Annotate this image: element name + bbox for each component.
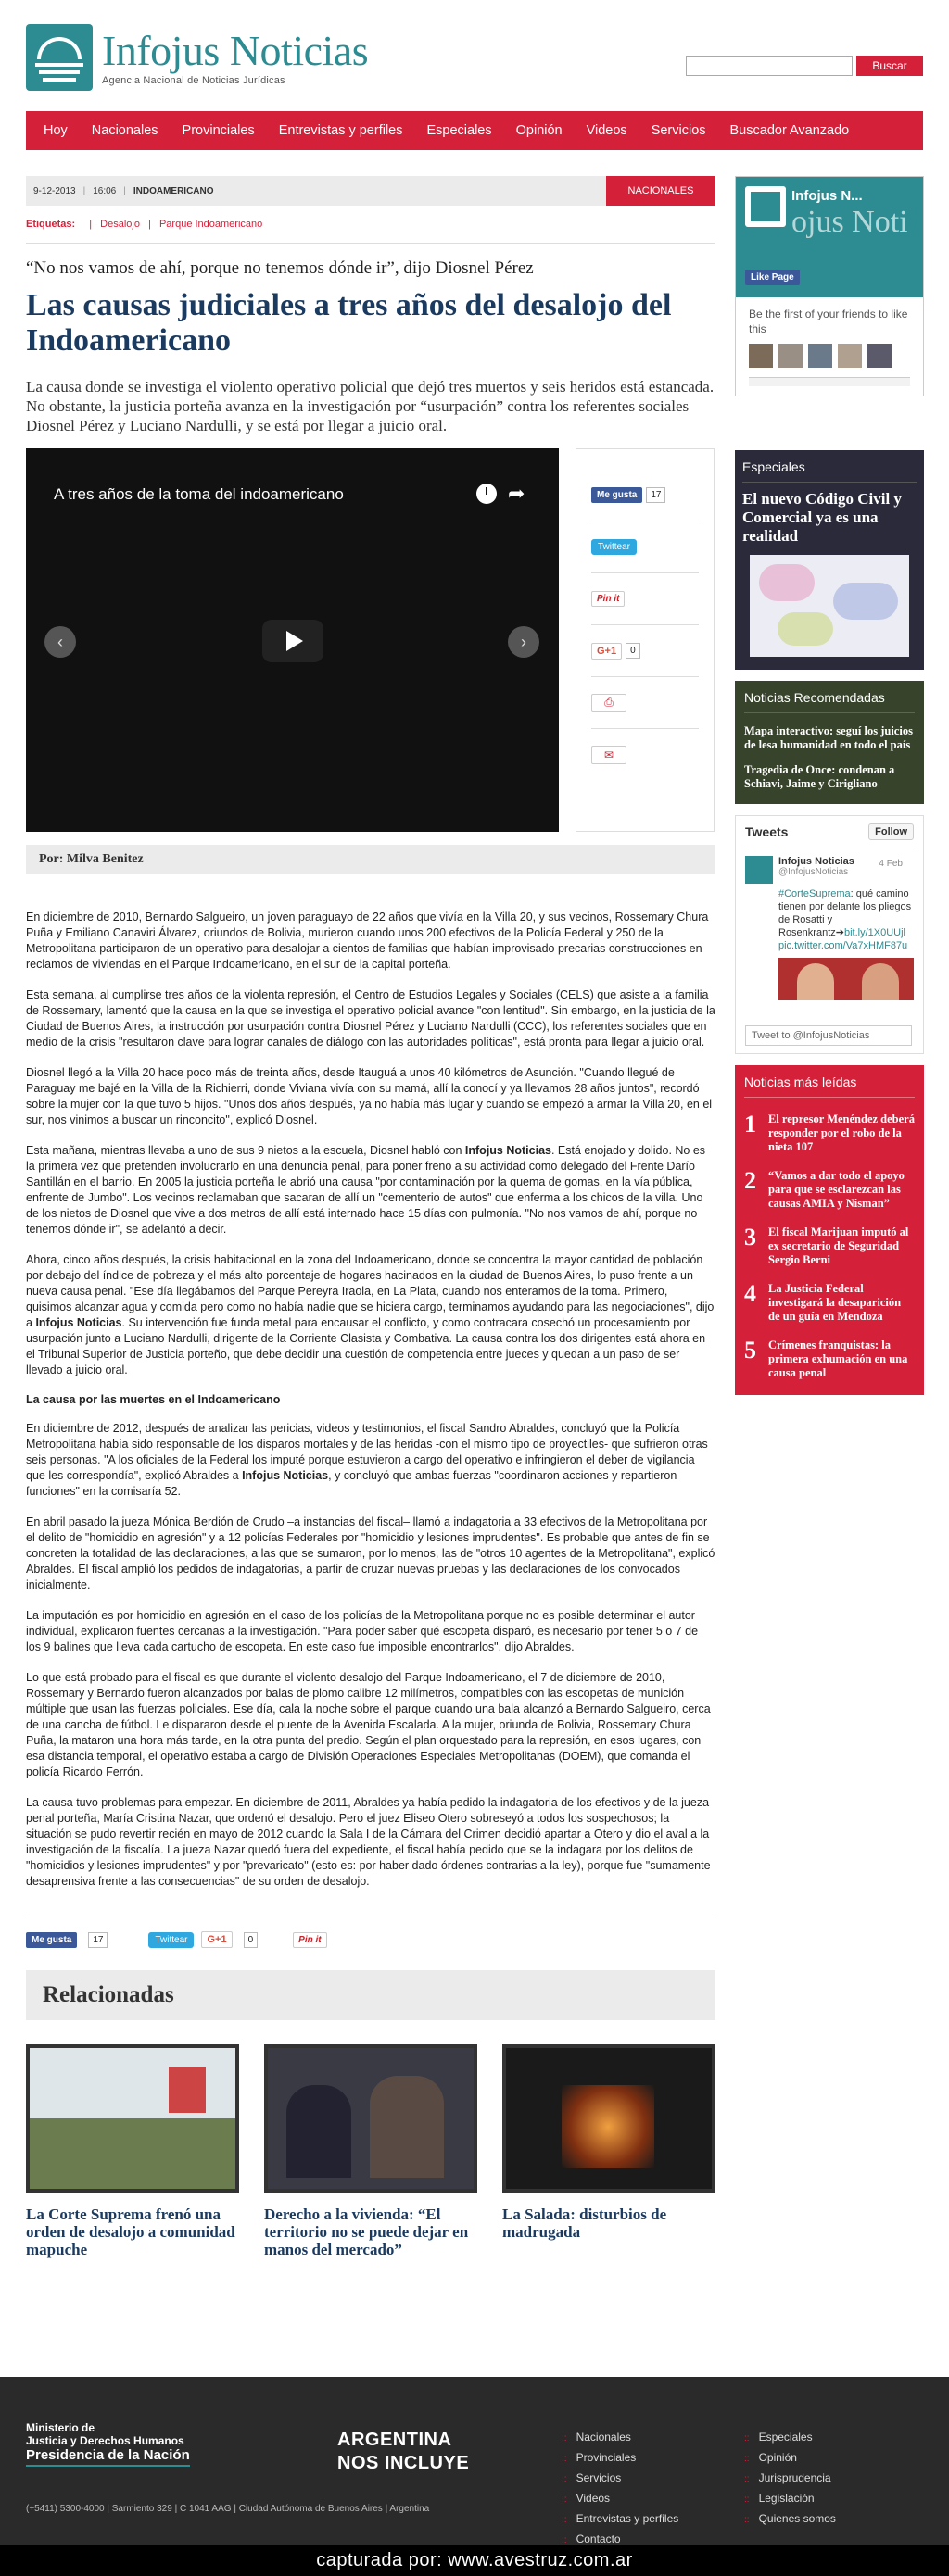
article-author: Por: Milva Benitez — [26, 845, 715, 874]
header — [0, 0, 949, 100]
avatar[interactable] — [808, 344, 832, 368]
article — [26, 176, 715, 2258]
avatar[interactable] — [749, 344, 773, 368]
tweet-text: #CorteSuprema: qué camino tienen por delante los pliegos de Rosatti y Rosenkrantz➔bit.ly/1X0UUjl pic.twitter.com/Va7xHMF87u — [778, 888, 912, 951]
tags: Etiquetas: | Desalojo | Parque Indoamericano — [26, 219, 263, 230]
like-count: 17 — [646, 487, 665, 503]
tweet-pic-link[interactable]: pic.twitter.com/Va7xHMF87u — [778, 940, 908, 951]
nav-item-provinciales[interactable]: Provinciales — [182, 123, 255, 138]
tweet-to-input[interactable]: Tweet to @InfojusNoticias — [745, 1025, 912, 1046]
nav-item-opinion[interactable]: Opinión — [515, 123, 563, 138]
tweet-date[interactable]: 4 Feb — [879, 859, 903, 869]
avatar[interactable] — [745, 856, 773, 884]
sidebar — [735, 176, 924, 1395]
related-card[interactable] — [26, 2044, 239, 2258]
gplus-count: 0 — [626, 643, 640, 659]
especiales-image[interactable] — [750, 555, 909, 657]
share-icon[interactable]: ➦ — [508, 482, 525, 505]
related-title-link[interactable]: La Salada: disturbios de madrugada — [502, 2205, 667, 2241]
footer-links-col1 — [562, 2428, 678, 2550]
page-logo-icon — [745, 186, 786, 227]
capture-credit: capturada por: www.avestruz.com.ar — [0, 2545, 949, 2576]
related-card[interactable] — [264, 2044, 477, 2258]
tweet-image[interactable] — [778, 958, 914, 1000]
twitter-widget — [735, 815, 924, 1054]
bottom-share-bar — [26, 1916, 715, 1948]
related-title-link[interactable]: La Corte Suprema frenó una orden de desalojo a comunidad mapuche — [26, 2205, 235, 2258]
tags-label: Etiquetas: — [26, 219, 76, 230]
pinterest-button[interactable]: Pin it — [591, 591, 625, 607]
paragraph: La causa tuvo problemas para empezar. En diciembre de 2011, Abraldes ya había pedido la indagatoria de los efectivos y de la jueza penal porteña, María Cristina Nazar, que ordenó el desalojo. Pero el juez Eliseo Otero sobreseyó a todos los sospechosos; la situación se pudo revertir recién en mayo de 2012 cuando la Sala I de la Cámara del Crimen decidió apartar a Otero y dio el aval a la investigación de la fiscalía. La jueza Nazar quedó fuera del expediente, el fiscal había pedido que se la indagara por los delitos de "homicidios y lesiones imprudentes" y por "prevaricato" (esto es: por haber dado órdenes contrarias a la ley), porque fue "sumamente desaprensiva frente a las consecuencias" de su orden de desalojo. — [26, 1796, 711, 1888]
facebook-widget — [735, 176, 924, 396]
facebook-page-name[interactable]: Infojus N... — [791, 188, 863, 204]
footer-address: (+5411) 5300-4000 | Sarmiento 329 | C 1041 AAG | Ciudad Autónoma de Buenos Aires | Argentina — [26, 2504, 430, 2514]
footer-links-col2 — [744, 2428, 836, 2530]
paragraph: En abril pasado la jueza Mónica Berdión de Crudo –a instancias del fiscal– llamó a indagatoria a 33 efectivos de la Metropolitana por el delito de "homicidio en agresión" y a 12 policías Federales por "homicidio y lesiones imprudentes". Es probable que antes de fin se concreten la totalidad de las declaraciones, a las que se sumaron, por lo menos, las de "otros 10 agentes de la Metropolitana", explicó Abraldes. El fiscal amplió los pedidos de indagatorias, a partir de cruzar nuevas pruebas y las declaraciones de los convocados inicialmente. — [26, 1515, 715, 1591]
logo-icon — [26, 24, 93, 91]
tweets-title: Tweets — [745, 824, 789, 839]
video-player[interactable] — [26, 448, 559, 832]
nav-item-buscador[interactable]: Buscador Avanzado — [729, 123, 850, 138]
recomendada-link[interactable]: Mapa interactivo: seguí los juicios de lesa humanidad en todo el país — [744, 724, 913, 751]
related-image[interactable] — [502, 2044, 715, 2193]
logo[interactable] — [26, 24, 368, 91]
article-section[interactable]: INDOAMERICANO — [133, 185, 214, 196]
facebook-like-button[interactable]: Me gusta — [26, 1932, 77, 1948]
nav-item-nacionales[interactable]: Nacionales — [91, 123, 158, 138]
twitter-button[interactable]: Twittear — [591, 539, 637, 555]
footer-link[interactable]: :: Especiales — [744, 2428, 836, 2448]
footer-link[interactable]: :: Quienes somos — [744, 2509, 836, 2530]
article-headline: Las causas judiciales a tres años del desalojo del Indoamericano — [26, 288, 672, 358]
footer — [0, 2377, 949, 2562]
avatar[interactable] — [778, 344, 803, 368]
search-button[interactable]: Buscar — [856, 56, 923, 76]
tweet-link[interactable]: bit.ly/1X0UUjl — [843, 927, 906, 938]
article-body — [26, 910, 715, 1890]
mas-leidas-widget — [735, 1065, 924, 1395]
search-input[interactable] — [686, 56, 853, 76]
footer-link[interactable]: :: Nacionales — [562, 2428, 678, 2448]
paragraph: Ahora, cinco años después, la crisis habitacional en la zona del Indoamericano, donde se concentra la mayor cantidad de población por debajo del índice de pobreza y el más alto porcentaje de hogares hacinados en la ciudad de Buenos Aires, lo puso frente a un nueva causa penal. "Ese día llegábamos del Parque Pereyra Iraola, en La Plata, cuando nos enteramos de la toma. Primero, quisimos alcanzar agua y comida pero como no había nadie que se hiciera cargo, terminamos ayudando para las negociaciones", dijo a Infojus Noticias. Su intervención fue funda metal para encausar el conflicto, y como contracara cosechó un procesamiento por usurpación junto a Luciano Nardulli, dirigente de la Corriente Clasista y Combativa. La causa contra los dos dirigentes está ahora en el Tribunal Superior de Justicia porteño, que debe decidir una cuestión de competencia entre jueces y quedan a un paso de ser llevado a juicio oral. — [26, 1253, 715, 1376]
related-section — [26, 1970, 715, 2258]
watch-later-icon[interactable] — [476, 484, 497, 504]
paragraph: Diosnel llegó a la Villa 20 hace poco más de treinta años, desde Itauguá a unos 40 kilómetros de Asunción. "Cuando llegué de Paraguay me bajé en la Villa de la Richierri, donde Viviana vivía con su mamá, allí la conocí y ya llevamos 28 años juntos", recordó sobre la mujer con la que tuvo 5 hijos. "Unos dos años después, ya no había más lugar y cuando se empezó a armar la Villa 20, en el sur, nos vinimos a buscar un rinconcito", explicó Diosnel. — [26, 1066, 713, 1126]
nav-item-entrevistas[interactable]: Entrevistas y perfiles — [278, 123, 403, 138]
share-panel — [576, 448, 715, 832]
cover-text: ojus Noti — [791, 205, 908, 239]
footer-slogan: ARGENTINA NOS INCLUYE — [337, 2430, 470, 2473]
logo-subtitle: Agencia Nacional de Noticias Jurídicas — [102, 75, 285, 86]
especiales-widget — [735, 450, 924, 670]
subheading: La causa por las muertes en el Indoamericano — [26, 1393, 281, 1406]
avatar[interactable] — [867, 344, 892, 368]
avatar[interactable] — [838, 344, 862, 368]
search-form — [686, 56, 923, 76]
tweet-handle[interactable]: @InfojusNoticias — [778, 867, 849, 877]
category-badge[interactable]: NACIONALES — [606, 176, 715, 206]
follow-button[interactable]: Follow — [868, 823, 914, 840]
mail-icon[interactable]: ✉ — [591, 746, 626, 764]
play-button[interactable] — [262, 620, 323, 662]
especiales-title: Especiales — [742, 459, 917, 483]
video-title[interactable]: A tres años de la toma del indoamericano — [54, 485, 344, 503]
footer-ministry[interactable]: Ministerio de Justicia y Derechos Humanos — [26, 2421, 184, 2447]
related-image[interactable] — [264, 2044, 477, 2193]
facebook-like-button[interactable]: Me gusta — [591, 487, 642, 503]
article-meta: 9-12-2013 | 16:06 | INDOAMERICANO NACIONALES — [26, 176, 715, 206]
nav-item-especiales[interactable]: Especiales — [426, 123, 492, 138]
footer-presidency[interactable]: Presidencia de la Nación — [26, 2447, 190, 2467]
footer-link[interactable]: :: Provinciales — [562, 2448, 678, 2469]
list-item[interactable]: 4 La Justicia Federal investigará la desaparición de un guía en Mendoza — [744, 1280, 902, 1323]
recomendadas-title: Noticias Recomendadas — [744, 690, 915, 713]
gplus-button[interactable]: G+1 — [591, 643, 622, 660]
especiales-headline[interactable]: El nuevo Código Civil y Comercial ya es una realidad — [742, 490, 902, 545]
twitter-button[interactable]: Twittear — [148, 1932, 194, 1948]
prev-arrow-icon[interactable]: ‹ — [44, 626, 76, 658]
printer-icon[interactable]: ⎙ — [591, 694, 626, 712]
footer-link[interactable]: :: Servicios — [562, 2469, 678, 2489]
related-image[interactable] — [26, 2044, 239, 2193]
facebook-like-page-button[interactable]: Like Page — [745, 270, 800, 285]
scrollbar[interactable] — [749, 377, 910, 386]
list-item[interactable]: 3 El fiscal Marijuan imputó al ex secretario de Seguridad Sergio Berni — [744, 1224, 909, 1266]
article-date: 9-12-2013 — [33, 185, 76, 196]
list-item[interactable]: 2 “Vamos a dar todo el apoyo para que se esclarezcan las causas AMIA y Nisman” — [744, 1167, 905, 1210]
footer-link[interactable]: :: Videos — [562, 2489, 678, 2509]
footer-link[interactable]: :: Contacto — [562, 2530, 678, 2550]
article-lead: La causa donde se investiga el violento operativo policial que dejó tres muertos y seis heridos está estancada. No obstante, la justicia porteña avanza en la investigación por “usurpación” contra los referentes sociales Diosnel Pérez y Luciano Nardulli, y se está por llegar a juicio oral. — [26, 378, 715, 434]
gplus-button[interactable]: G+1 — [201, 1931, 232, 1948]
footer-link[interactable]: :: Entrevistas y perfiles — [562, 2509, 678, 2530]
article-time: 16:06 — [93, 185, 117, 196]
tweet-user-name[interactable]: Infojus Noticias — [778, 856, 854, 867]
main-nav — [26, 111, 923, 150]
footer-link[interactable]: :: Legislación — [744, 2489, 836, 2509]
list-item[interactable]: 1 El represor Menéndez deberá responder por el robo de la nieta 107 — [744, 1111, 915, 1153]
pinterest-button[interactable]: Pin it — [293, 1932, 326, 1948]
paragraph: En diciembre de 2012, después de analizar las pericias, videos y testimonios, el fiscal Sandro Abraldes, concluyó que la Policía Metropolitana había sido responsable de los disparos mortales y de las heridas -con el mismo tipo de proyectiles- que sufrieron otras seis personas. "A los oficiales de la Federal los imputé porque estuvieron a cargo del operativo e infringieron el deber de vigilancia que les correspondía", explicó Abraldes a Infojus Noticias, y concluyó que ambas fuerzas "coordinaron acciones y repartieron funciones" en la comisaría 52. — [26, 1422, 708, 1498]
paragraph: Esta semana, al cumplirse tres años de la violenta represión, el Centro de Estudios Legales y Sociales (CELS) que asiste a la familia de Rossemary, lamentó que la causa en la que se investiga el operativo policial avance "con lentitud". Sin embargo, en la justicia de la Ciudad de Buenos Aires, la instrucción por usurpación contra Diosnel Pérez y Luciano Nardulli (CCC), los referentes sociales que en medio de la crisis "resultaron clave para lograr canales de diálogo con las autoridades políticas", está pronta para llegar a juicio oral. — [26, 988, 715, 1049]
paragraph: La imputación es por homicidio en agresión en el caso de los policías de la Metropolitana porque no es posible determinar el autor individual, explicaron fuentes cercanas a la investigación. "Para poder saber qué escopeta disparó, es necesario por tener 5 o 7 de los 9 balines que lleva cada cartucho de escopeta. En este caso fue imposible encontrarlos", dijo Abraldes. — [26, 1609, 699, 1653]
recomendada-link[interactable]: Tragedia de Once: condenan a Schiavi, Jaime y Cirigliano — [744, 763, 895, 790]
logo-title: Infojus Noticias — [102, 27, 369, 74]
nav-item-videos[interactable]: Videos — [586, 123, 627, 138]
related-card[interactable] — [502, 2044, 715, 2258]
footer-link[interactable]: :: Opinión — [744, 2448, 836, 2469]
footer-link[interactable]: :: Jurisprudencia — [744, 2469, 836, 2489]
gplus-count: 0 — [244, 1932, 259, 1948]
paragraph: Lo que está probado para el fiscal es que durante el violento desalojo del Parque Indoamericano, el 7 de diciembre de 2010, Rossemary y Bernardo fueron alcanzados por balas de plomo calibre 12 milímetros, compatibles con las escopetas de munición múltiple que usan las fuerzas policiales. Ese día, cala la noche sobre el parque cuando una bala alcanzó a Bernardo Salgueiro, cerca de una cancha de fútbol. Le dispararon desde el puente de la Avenida Escalada. A la mujer, oriunda de Bolivia, Rossemary Chura Puña, la mataron una hora más tarde, en la otra punta del predio. Según el plan orquestado para la represión, en esos lugares, con esa distancia temporal, el operativo estaba a cargo de División Operaciones Especiales Metropolitanas (DOEM), que comanda el policía Ricardo Ferrón. — [26, 1671, 711, 1778]
list-item[interactable]: 5 Crímenes franquistas: la primera exhumación en una causa penal — [744, 1337, 908, 1379]
recomendadas-widget — [735, 681, 924, 804]
next-arrow-icon[interactable]: › — [508, 626, 539, 658]
paragraph: En diciembre de 2010, Bernardo Salgueiro, un joven paraguayo de 22 años que vivía en la Villa 20, y sus vecinos, Rossemary Chura Puña y Emiliano Canaviri Álvarez, oriundos de Bolivia, murieron cuando unos 200 efectivos de la Policía Federal y 250 de la Metropolitana participaron de un operativo para desalojar a cientos de familias que habían improvisado precarias construcciones en reclamos de viviendas en el Parque Indoamericano, en el sur de la capital porteña. — [26, 911, 709, 971]
tag-link[interactable]: Parque Indoamericano — [158, 219, 263, 230]
nav-item-servicios[interactable]: Servicios — [651, 123, 706, 138]
facebook-cover[interactable] — [736, 177, 923, 297]
mas-leidas-title: Noticias más leídas — [744, 1074, 915, 1098]
nav-item-hoy[interactable]: Hoy — [44, 123, 68, 138]
article-kicker: “No nos vamos de ahí, porque no tenemos dónde ir”, dijo Diosnel Pérez — [26, 258, 534, 278]
tag-link[interactable]: Desalojo — [100, 219, 140, 230]
paragraph: Esta mañana, mientras llevaba a uno de sus 9 nietos a la escuela, Diosnel habló con Infojus Noticias. Está enojado y dolido. No es la primera vez que pretenden involucrarlo en una denuncia penal, para poner freno a su actividad como delegado del Frente Darío Santillán en el barrio. En 2005 la justicia porteña le abrió una causa "por contaminación por la quema de gomas, en la vía pública, enfrente de Jumbo". Los vecinos reclamaban que sacaran de allí un "cementerio de autos" que enferma a los chicos de la villa. Uno de los nietos de Diosnel que vive a dos metros de allí está internado hace 15 días con pulmonía. "No nos vamos de ahí, porque no tenemos dónde ir", se adelantó a decir. — [26, 1144, 706, 1236]
facebook-friends-text: Be the first of your friends to like this — [749, 308, 908, 335]
hashtag-link[interactable]: #CorteSuprema — [778, 888, 851, 899]
related-title-link[interactable]: Derecho a la vivienda: “El territorio no se puede dejar en manos del mercado” — [264, 2205, 469, 2258]
like-count: 17 — [88, 1932, 108, 1948]
related-title: Relacionadas — [26, 1970, 715, 2020]
